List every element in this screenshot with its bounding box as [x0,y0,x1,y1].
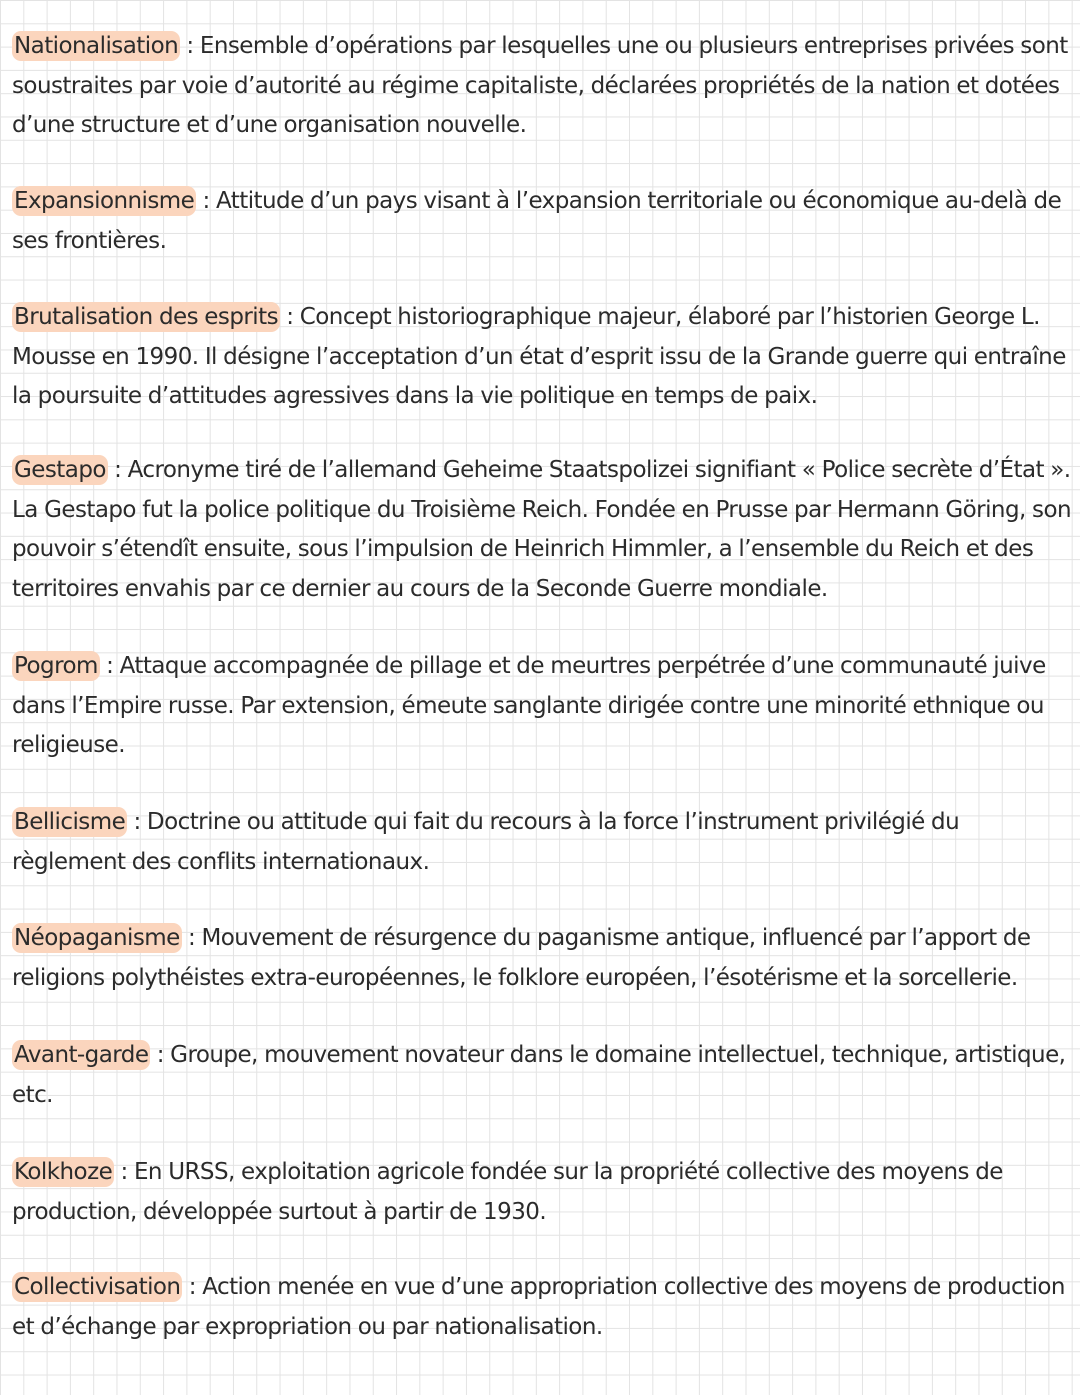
term-label: Pogrom [14,653,98,679]
glossary-entry-neopaganisme [12,919,1076,998]
term-definition: Groupe, mouvement novateur dans le domaine intellectuel, technique, artistique, etc. [12,1042,1066,1108]
term-separator: : [196,188,216,214]
term-separator: : [181,925,202,951]
term-separator: : [114,1159,134,1185]
term-definition: Ensemble d’opérations par lesquelles une ou plusieurs entreprises privées sont soustraites par voie d’autorité au régime capitaliste, déclarées propriétés de la nation et dotées d’une structure et d’une organisation nouvelle. [12,33,1068,138]
glossary-entry-nationalisation [12,27,1076,146]
term-definition: Acronyme tiré de l’allemand Geheime Staatspolizei signifiant « Police secrète d’État ». La Gestapo fut la police politique du Troisième Reich. Fondée en Prusse par Hermann Göring, son pouvoir s’étendît ensuite, sous l’impulsion de Heinrich Himmler, a l’ensemble du Reich et des territoires envahis par ce dernier au cours de la Seconde Guerre mondiale. [12,457,1071,602]
term-definition: Mouvement de résurgence du paganisme antique, influencé par l’apport de religions polythéistes extra-européennes, le folklore européen, l’ésotérisme et la sorcellerie. [12,925,1031,991]
term-label: Expansionnisme [14,188,195,214]
term-definition: Attaque accompagnée de pillage et de meurtres perpétrée d’une communauté juive dans l’Empire russe. Par extension, émeute sanglante dirigée contre une minorité ethnique ou religieuse. [12,653,1046,758]
term-separator: : [182,1274,203,1300]
term-label: Gestapo [14,457,106,483]
glossary-entry-collectivisation [12,1268,1076,1347]
term-definition: Concept historiographique majeur, élaboré par l’historien George L. Mousse en 1990. Il désigne l’acceptation d’un état d’esprit issu de la Grande guerre qui entraîne la poursuite d’attitudes agressives dans la vie politique en temps de paix. [12,304,1066,409]
term-separator: : [180,33,200,59]
glossary-entry-bellicisme [12,803,1076,882]
term-definition: En URSS, exploitation agricole fondée sur la propriété collective des moyens de production, développée surtout à partir de 1930. [12,1159,1003,1225]
term-label: Bellicisme [14,809,126,835]
term-definition: Attitude d’un pays visant à l’expansion territoriale ou économique au-delà de ses frontières. [12,188,1062,254]
term-label: Néopaganisme [14,925,180,951]
glossary-entry-avant-garde [12,1036,1076,1115]
term-separator: : [280,304,300,330]
glossary-entry-expansionnisme [12,182,1076,261]
term-label: Collectivisation [14,1274,181,1300]
term-definition: Action menée en vue d’une appropriation collective des moyens de production et d’échange par expropriation ou par nationalisation. [12,1274,1065,1340]
term-separator: : [99,653,120,679]
term-label: Brutalisation des esprits [14,304,279,330]
term-separator: : [150,1042,171,1068]
term-definition: Doctrine ou attitude qui fait du recours à la force l’instrument privilégié du règlement des conflits internationaux. [12,809,960,875]
glossary-entry-kolkhoze [12,1153,1076,1232]
term-label: Kolkhoze [14,1159,113,1185]
glossary-entry-gestapo [12,451,1076,609]
term-separator: : [127,809,147,835]
term-separator: : [107,457,128,483]
glossary-entry-pogrom [12,647,1076,766]
glossary-entry-brutalisation [12,298,1076,417]
term-label: Nationalisation [14,33,179,59]
term-label: Avant-garde [14,1042,149,1068]
